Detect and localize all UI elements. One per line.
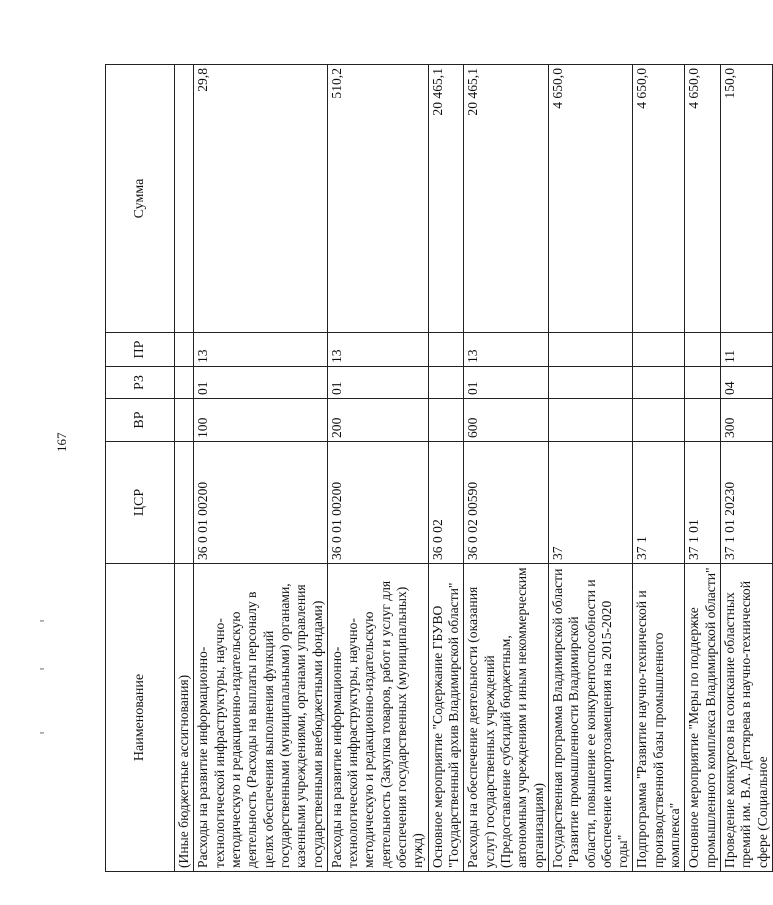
cell-sum: 510,2 (327, 65, 428, 333)
cell-sum: 4 650,0 (548, 65, 633, 333)
cell-name: Расходы на развитие информационно-технологической инфраструктуры, научно-методическую и редакционно-издательскую деятельность (Закупка товаров, работ и услуг для обеспечения государственных (муниципальных) нужд) (327, 564, 428, 872)
cell-pr: 11 (721, 333, 773, 367)
header-rz: РЗ (106, 367, 175, 399)
cell-vr: 600 (464, 399, 549, 442)
header-csr: ЦСР (106, 442, 175, 564)
table-header-row (106, 65, 175, 872)
table-row (633, 65, 685, 872)
cell-vr (548, 399, 633, 442)
table-row (327, 65, 428, 872)
cell-vr (685, 399, 721, 442)
cell-csr: 36 0 01 00200 (327, 442, 428, 564)
cell-name: Государственная программа Владимирской области "Развитие промышленности Владимирской области, повышение ее конкурентоспособности и обеспечение импортозамещения на 2015-2020 годы" (548, 564, 633, 872)
table-row (194, 65, 328, 872)
cell-rz (175, 367, 194, 399)
cell-name: Проведение конкурсов на соискание областных премий им. В.А. Дегтярева в научно-технической сфере (Социальное (721, 564, 773, 872)
table-row (721, 65, 773, 872)
cell-vr: 300 (721, 399, 773, 442)
table-row (175, 65, 194, 872)
cell-sum: 4 650,0 (685, 65, 721, 333)
cell-vr: 200 (327, 399, 428, 442)
cell-sum: 20 465,1 (464, 65, 549, 333)
cell-pr: 13 (327, 333, 428, 367)
table-row (548, 65, 633, 872)
cell-pr (428, 333, 464, 367)
cell-sum: 4 650,0 (633, 65, 685, 333)
cell-name: Подпрограмма "Развитие научно-технической и производственной базы промышленного комплекса" (633, 564, 685, 872)
cell-rz: 04 (721, 367, 773, 399)
cell-name: Расходы на обеспечение деятельности (оказания услуг) государственных учреждений (Предоставление субсидий бюджетным, автономным учреждениям и иным некоммерческим организациям) (464, 564, 549, 872)
header-sum: Сумма (106, 65, 175, 333)
header-pr: ПР (106, 333, 175, 367)
cell-csr: 37 (548, 442, 633, 564)
cell-pr: 13 (194, 333, 328, 367)
scan-edge-mark (40, 668, 44, 670)
cell-vr (175, 399, 194, 442)
cell-pr (633, 333, 685, 367)
header-name: Наименование (106, 564, 175, 872)
cell-name: Расходы на развитие информационно-технологической инфраструктуры, научно-методическую и редакционно-издательскую деятельность (Расходы на выплаты персоналу в целях обеспечения выполнения функций государственными (муниципальными) органами, казенными учреждениями, органами управления государственными внебюджетными фондами) (194, 564, 328, 872)
cell-pr: 13 (464, 333, 549, 367)
cell-pr (685, 333, 721, 367)
cell-sum: 20 465,1 (428, 65, 464, 333)
cell-pr (548, 333, 633, 367)
cell-sum (175, 65, 194, 333)
rotated-page-content (105, 64, 770, 872)
page-number: 167 (54, 432, 69, 452)
cell-name: Основное мероприятие "Меры по поддержке промышленного комплекса Владимирской области" (685, 564, 721, 872)
cell-vr: 100 (194, 399, 328, 442)
cell-csr: 37 1 01 20230 (721, 442, 773, 564)
cell-csr: 37 1 01 (685, 442, 721, 564)
cell-rz: 01 (464, 367, 549, 399)
cell-csr: 36 0 02 (428, 442, 464, 564)
table-row (428, 65, 464, 872)
cell-vr (428, 399, 464, 442)
cell-csr: 37 1 (633, 442, 685, 564)
cell-csr (175, 442, 194, 564)
cell-csr: 36 0 02 00590 (464, 442, 549, 564)
cell-rz (548, 367, 633, 399)
header-vr: ВР (106, 399, 175, 442)
table-row (464, 65, 549, 872)
cell-vr (633, 399, 685, 442)
cell-rz: 01 (327, 367, 428, 399)
cell-rz (633, 367, 685, 399)
cell-sum: 29,8 (194, 65, 328, 333)
budget-table (105, 64, 773, 872)
cell-rz: 01 (194, 367, 328, 399)
cell-name: Основное мероприятие "Содержание ГБУВО "Государственный архив Владимирской области" (428, 564, 464, 872)
cell-name: (Иные бюджетные ассигнования) (175, 564, 194, 872)
cell-csr: 36 0 01 00200 (194, 442, 328, 564)
scan-edge-mark (40, 620, 44, 622)
scan-edge-mark (40, 732, 44, 734)
cell-rz (428, 367, 464, 399)
cell-sum: 150,0 (721, 65, 773, 333)
table-row (685, 65, 721, 872)
cell-rz (685, 367, 721, 399)
cell-pr (175, 333, 194, 367)
